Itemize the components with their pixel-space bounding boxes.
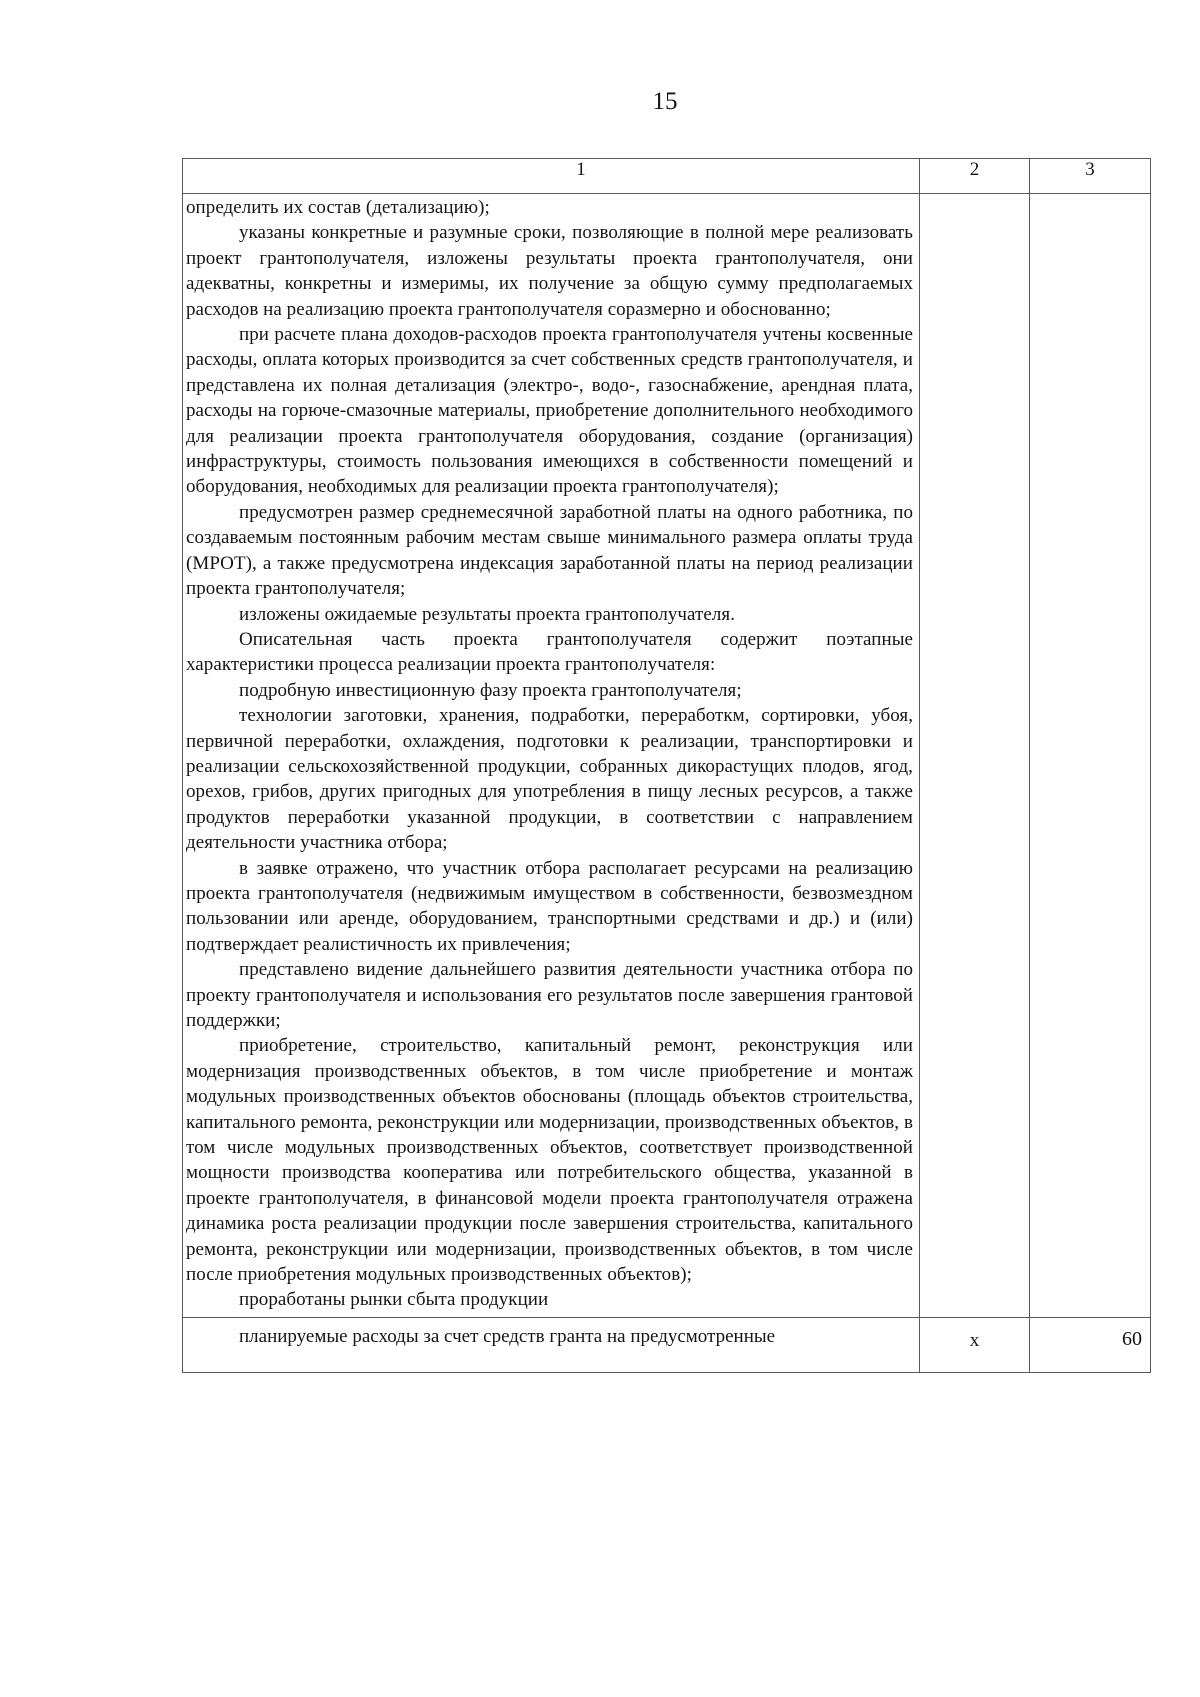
next-criterion-score: 60 — [1030, 1317, 1151, 1372]
next-criterion-text: планируемые расходы за счет средств гранта на предусмотренные — [183, 1317, 920, 1372]
table-row — [183, 1317, 1151, 1372]
paragraph: определить их состав (детализацию); — [186, 197, 490, 218]
next-criterion-mark: х — [920, 1317, 1030, 1372]
criteria-col-2-cell — [920, 194, 1030, 1318]
paragraph: изложены ожидаемые результаты проекта грантополучателя. — [239, 603, 735, 625]
page-number: 15 — [652, 88, 678, 115]
paragraph: Описательная часть проекта грантополучателя содержит поэтапные характеристики процесса реализации проекта грантополучателя: — [186, 628, 913, 676]
criteria-col-3-cell — [1030, 194, 1151, 1318]
criteria-table — [182, 158, 1151, 1373]
header-col-2: 2 — [920, 159, 1030, 194]
paragraph: приобретение, строительство, капитальный ремонт, реконструкция или модернизация производственных объектов, в том числе приобретение и монтаж модульных производственных объектов обоснованы (площадь объектов строительства, капитального ремонта, реконструкции или модернизации, производственных объектов, в том числе модульных производственных объектов, соответствует производственной мощности производства кооператива или потребительского общества, указанной в проекте грантополучателя, в финансовой модели проекта грантополучателя отражена динамика роста реализации продукции после завершения строительства, капитального ремонта, реконструкции или модернизации, производственных объектов, в том числе после приобретения модульных производственных объектов); — [186, 1035, 913, 1286]
paragraph: представлено видение дальнейшего развития деятельности участника отбора по проекту грантополучателя и использования его результатов после завершения грантовой поддержки; — [186, 959, 913, 1031]
paragraph: подробную инвестиционную фазу проекта грантополучателя; — [239, 679, 742, 701]
paragraph: в заявке отражено, что участник отбора располагает ресурсами на реализацию проекта грантополучателя (недвижимым имуществом в собственности, безвозмездном пользовании или аренде, оборудованием, транспортными средствами и др.) и (или) подтверждает реалистичность их привлечения; — [186, 857, 913, 955]
header-col-3: 3 — [1030, 159, 1151, 194]
paragraph: при расчете плана доходов-расходов проекта грантополучателя учтены косвенные расходы, оплата которых производится за счет собственных средств грантополучателя, и представлена их полная детализация (электро-, водо-, газоснабжение, арендная плата, расходы на горюче-смазочные материалы, приобретение дополнительного необходимого для реализации проекта грантополучателя оборудования, создание (организация) инфраструктуры, стоимость пользования имеющихся в собственности помещений и оборудования, необходимых для реализации проекта грантополучателя); — [186, 324, 913, 498]
paragraph: технологии заготовки, хранения, подработки, переработкм, сортировки, убоя, первичной переработки, охлаждения, подготовки к реализации, транспортировки и реализации сельскохозяйственной продукции, собранных дикорастущих плодов, ягод, орехов, грибов, других пригодных для употребления в пищу лесных ресурсов, а также продуктов переработки указанной продукции, в соответствии с направлением деятельности участника отбора; — [186, 705, 913, 854]
criteria-text-cell — [183, 194, 920, 1318]
paragraph: указаны конкретные и разумные сроки, позволяющие в полной мере реализовать проект грантополучателя, изложены результаты проекта грантополучателя, они адекватны, конкретны и измеримы, их получение за общую сумму предполагаемых расходов на реализацию проекта грантополучателя соразмерно и обоснованно; — [186, 222, 913, 320]
header-col-1: 1 — [183, 159, 920, 194]
table-header-row — [183, 159, 1151, 194]
table-row — [183, 194, 1151, 1318]
paragraph: проработаны рынки сбыта продукции — [239, 1289, 549, 1311]
paragraph: предусмотрен размер среднемесячной заработной платы на одного работника, по создаваемым постоянным рабочим местам свыше минимального размера оплаты труда (МРОТ), а также предусмотрена индексация заработанной платы на период реализации проекта грантополучателя; — [186, 501, 913, 600]
